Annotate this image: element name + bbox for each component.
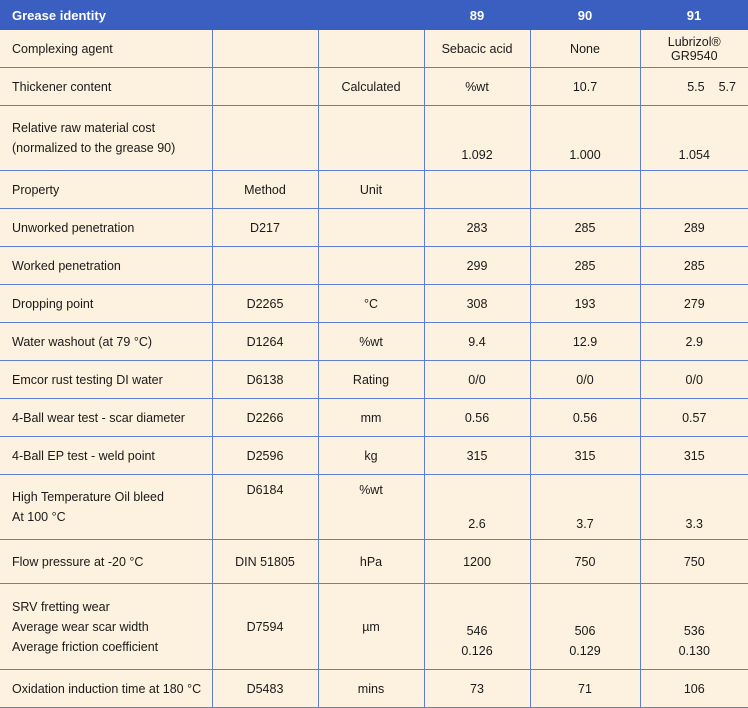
cell-value: Sebacic acid xyxy=(424,30,530,68)
cell-value: 193 xyxy=(530,285,640,323)
cell-value: 315 xyxy=(640,437,748,475)
table-row xyxy=(0,437,748,475)
cell-value: 0/0 xyxy=(640,361,748,399)
cell-unit: kg xyxy=(318,437,424,475)
cell-unit: Calculated xyxy=(318,68,424,106)
cell-value: 0/0 xyxy=(530,361,640,399)
row-label: Unworked penetration xyxy=(0,209,212,247)
table-row xyxy=(0,670,748,708)
cell-value: 299 xyxy=(424,247,530,285)
row-label: 4-Ball EP test - weld point xyxy=(0,437,212,475)
table-row xyxy=(0,30,748,68)
cell-value: 0.56 xyxy=(424,399,530,437)
cell-value: 5.7 xyxy=(718,79,736,94)
cell-value: 1200 xyxy=(424,540,530,584)
cell-unit: mins xyxy=(318,670,424,708)
cell-value: 9.4 xyxy=(424,323,530,361)
cell-method: D5483 xyxy=(212,670,318,708)
table-row xyxy=(0,361,748,399)
cell-value: 546 xyxy=(466,624,488,638)
cell-unit: mm xyxy=(318,399,424,437)
cell-value: 1.092 xyxy=(424,106,530,171)
cell-value: 1.054 xyxy=(640,106,748,171)
cell-method: D1264 xyxy=(212,323,318,361)
cell-method: D2265 xyxy=(212,285,318,323)
row-label: Property xyxy=(0,171,212,209)
cell-value: 0/0 xyxy=(424,361,530,399)
table-row xyxy=(0,68,748,106)
row-label-sub: Average friction coefficient xyxy=(12,639,159,654)
row-label: Relative raw material cost xyxy=(12,121,156,135)
column-heading-unit: Unit xyxy=(318,171,424,209)
cell-value: 0.129 xyxy=(569,644,601,658)
cell-value: 283 xyxy=(424,209,530,247)
cell-method: D7594 xyxy=(212,584,318,670)
row-label: SRV fretting wear xyxy=(12,599,110,614)
table-row xyxy=(0,247,748,285)
cell-method: D6184 xyxy=(212,475,318,540)
cell-value: 0.57 xyxy=(640,399,748,437)
cell-unit: °C xyxy=(318,285,424,323)
cell-unit: µm xyxy=(318,584,424,670)
cell-value: 73 xyxy=(424,670,530,708)
row-label: Thickener content xyxy=(0,68,212,106)
header-id-90: 90 xyxy=(530,0,640,30)
table-row xyxy=(0,323,748,361)
cell-value: 12.9 xyxy=(530,323,640,361)
cell-value: 279 xyxy=(640,285,748,323)
cell-value: 0.126 xyxy=(461,644,493,658)
row-label: Water washout (at 79 °C) xyxy=(0,323,212,361)
cell-value: 289 xyxy=(640,209,748,247)
row-label: High Temperature Oil bleed xyxy=(12,490,164,504)
cell-value: 750 xyxy=(640,540,748,584)
cell-value: 285 xyxy=(530,209,640,247)
header-id-89: 89 xyxy=(424,0,530,30)
row-label: Emcor rust testing DI water xyxy=(0,361,212,399)
cell-method: D217 xyxy=(212,209,318,247)
cell-value: 536 xyxy=(683,624,705,638)
cell-value: 3.3 xyxy=(640,475,748,540)
header-id-91: 91 xyxy=(640,0,748,30)
cell-value: 308 xyxy=(424,285,530,323)
cell-value: None xyxy=(530,30,640,68)
cell-value: 71 xyxy=(530,670,640,708)
cell-unit: Rating xyxy=(318,361,424,399)
cell-value: 0.130 xyxy=(678,644,710,658)
cell-value: 106 xyxy=(640,670,748,708)
cell-value: %wt xyxy=(424,68,530,106)
cell-value: 2.9 xyxy=(640,323,748,361)
table-row xyxy=(0,285,748,323)
cell-unit: %wt xyxy=(318,323,424,361)
row-label-sub: Average wear scar width xyxy=(12,619,149,634)
cell-method: D2266 xyxy=(212,399,318,437)
row-label-sub: (normalized to the grease 90) xyxy=(12,141,176,155)
cell-unit: hPa xyxy=(318,540,424,584)
cell-value: 3.7 xyxy=(530,475,640,540)
cell-value: 2.6 xyxy=(424,475,530,540)
table-row xyxy=(0,399,748,437)
row-label: 4-Ball wear test - scar diameter xyxy=(0,399,212,437)
cell-value: 506 xyxy=(574,624,596,638)
cell-value: Lubrizol® GR9540 xyxy=(640,30,748,68)
row-label: Dropping point xyxy=(0,285,212,323)
cell-value: 315 xyxy=(530,437,640,475)
table-row xyxy=(0,584,748,670)
row-label: Complexing agent xyxy=(0,30,212,68)
cell-value: 315 xyxy=(424,437,530,475)
row-label: Oxidation induction time at 180 °C xyxy=(0,670,212,708)
cell-value: 0.56 xyxy=(530,399,640,437)
row-label-sub: At 100 °C xyxy=(12,510,66,524)
cell-method: DIN 51805 xyxy=(212,540,318,584)
table-row xyxy=(0,171,748,209)
cell-value: 10.7 xyxy=(530,68,640,106)
cell-method: D2596 xyxy=(212,437,318,475)
column-heading-method: Method xyxy=(212,171,318,209)
cell-value: 5.5 xyxy=(687,79,705,94)
cell-unit: %wt xyxy=(318,475,424,540)
cell-value: 750 xyxy=(530,540,640,584)
cell-value: 285 xyxy=(530,247,640,285)
table-row xyxy=(0,475,748,540)
cell-method: D6138 xyxy=(212,361,318,399)
header-title: Grease identity xyxy=(0,0,212,30)
table-row xyxy=(0,540,748,584)
table-row xyxy=(0,106,748,171)
cell-value: 1.000 xyxy=(530,106,640,171)
cell-value: 285 xyxy=(640,247,748,285)
row-label: Worked penetration xyxy=(0,247,212,285)
row-label: Flow pressure at -20 °C xyxy=(0,540,212,584)
header-row xyxy=(0,0,748,30)
table-row xyxy=(0,209,748,247)
